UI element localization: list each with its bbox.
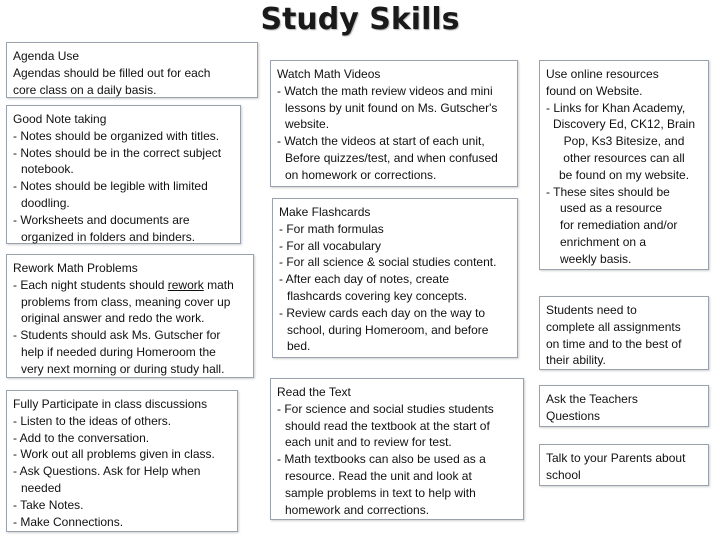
agenda-heading: Agenda Use [13, 49, 80, 63]
flashcards-line: - For all science & social studies content. [279, 255, 497, 270]
notes-line: doodling. [21, 195, 70, 210]
flashcards-line: - For math formulas [279, 221, 384, 236]
online-line: be found on my website. [558, 167, 690, 182]
online-line: for remediation and/or [560, 218, 678, 233]
notes-line: organized in folders and binders. [21, 229, 196, 244]
videos-line: lessons by unit found on Ms. Gutscher's [285, 100, 498, 115]
flashcards-line: - Review cards each day on the way to [279, 305, 486, 320]
agenda-use-box [6, 42, 258, 98]
online-line: weekly basis. [560, 251, 632, 266]
agenda-line: Agendas should be filled out for each [13, 65, 211, 80]
flashcards-box [272, 198, 518, 358]
parents-line: Talk to your Parents about [546, 451, 686, 465]
notes-heading: Good Note taking [13, 112, 107, 126]
online-line: Pop, Ks3 Bitesize, and [563, 134, 685, 149]
text-line: - For science and social studies students [277, 401, 494, 416]
text-heading: Read the Text [277, 385, 351, 399]
assignments-line: on time and to the best of [546, 336, 682, 351]
videos-line: on homework or corrections. [285, 167, 437, 182]
text-line: - Math textbooks can also be used as a [277, 452, 486, 467]
participate-line: - Make Connections. [13, 514, 124, 529]
assignments-box [539, 296, 709, 370]
parents-line: school [546, 467, 581, 482]
participate-line: - Take Notes. [13, 497, 84, 512]
text-line: sample problems in text to help with [285, 485, 476, 500]
videos-heading: Watch Math Videos [277, 67, 381, 81]
videos-line: Before quizzes/test, and when confused [285, 150, 498, 165]
read-text-box [270, 378, 524, 520]
flashcards-line: bed. [287, 339, 311, 354]
online-line: enrichment on a [560, 234, 647, 249]
participate-line: - Listen to the ideas of others. [13, 413, 172, 428]
rework-line: original answer and redo the work. [21, 311, 205, 326]
rework-line: problems from class, meaning cover up [21, 294, 231, 309]
participate-heading: Fully Participate in class discussions [13, 397, 208, 411]
online-line: other resources can all [563, 150, 685, 165]
flashcards-line: flashcards covering key concepts. [287, 288, 468, 303]
flashcards-heading: Make Flashcards [279, 205, 371, 219]
flashcards-line: school, during Homeroom, and before [287, 322, 489, 337]
online-line: used as a resource [560, 201, 663, 216]
online-line: - Links for Khan Academy, [546, 100, 686, 115]
online-line: found on Website. [546, 83, 643, 98]
rework-line: very next morning or during study hall. [21, 361, 225, 376]
rework-math-box [6, 254, 254, 378]
ask-teachers-box [539, 385, 709, 427]
participate-line: - Work out all problems given in class. [13, 447, 215, 462]
rework-underlined-word: rework [167, 277, 204, 292]
flashcards-line: - For all vocabulary [279, 238, 382, 253]
notes-line: - Notes should be organized with titles. [13, 128, 220, 143]
page-title: Study Skills [260, 2, 460, 37]
notes-line: - Worksheets and documents are [13, 212, 190, 227]
rework-line [13, 277, 247, 294]
online-line: - These sites should be [546, 184, 670, 199]
participate-line: - Ask Questions. Ask for Help when [13, 464, 201, 479]
flashcards-line: - After each day of notes, create [279, 272, 450, 287]
participate-line: needed [21, 480, 62, 495]
teachers-line: Questions [546, 408, 601, 423]
videos-line: - Watch the videos at start of each unit, [277, 134, 485, 149]
online-line: Discovery Ed, CK12, Brain [552, 117, 696, 132]
participate-line: - Add to the conversation. [13, 430, 150, 445]
rework-text: - Each night students should [13, 277, 168, 292]
assignments-line: complete all assignments [546, 319, 681, 334]
agenda-line: core class on a daily basis. [13, 82, 157, 97]
talk-parents-box [539, 444, 709, 486]
text-line: homework and corrections. [285, 502, 430, 517]
assignments-line: their ability. [546, 353, 606, 368]
participate-box [6, 390, 238, 532]
rework-heading: Rework Math Problems [13, 261, 138, 275]
online-resources-box [539, 60, 709, 270]
videos-line: website. [285, 117, 330, 132]
math-videos-box [270, 60, 518, 187]
text-line: should read the textbook at the start of [285, 418, 490, 433]
videos-line: - Watch the math review videos and mini [277, 83, 493, 98]
teachers-line: Ask the Teachers [546, 392, 638, 406]
rework-line: - Students should ask Ms. Gutscher for [13, 328, 221, 343]
notes-line: - Notes should be in the correct subject [13, 145, 222, 160]
online-line: Use online resources [546, 67, 659, 81]
assignments-line: Students need to [546, 303, 637, 317]
notes-line: notebook. [21, 162, 74, 177]
text-line: each unit and to review for test. [285, 435, 452, 450]
note-taking-box [6, 105, 241, 244]
text-line: resource. Read the unit and look at [285, 468, 472, 483]
notes-line: - Notes should be legible with limited [13, 179, 208, 194]
rework-line: help if needed during Homeroom the [21, 344, 216, 359]
rework-text: math [203, 277, 234, 292]
